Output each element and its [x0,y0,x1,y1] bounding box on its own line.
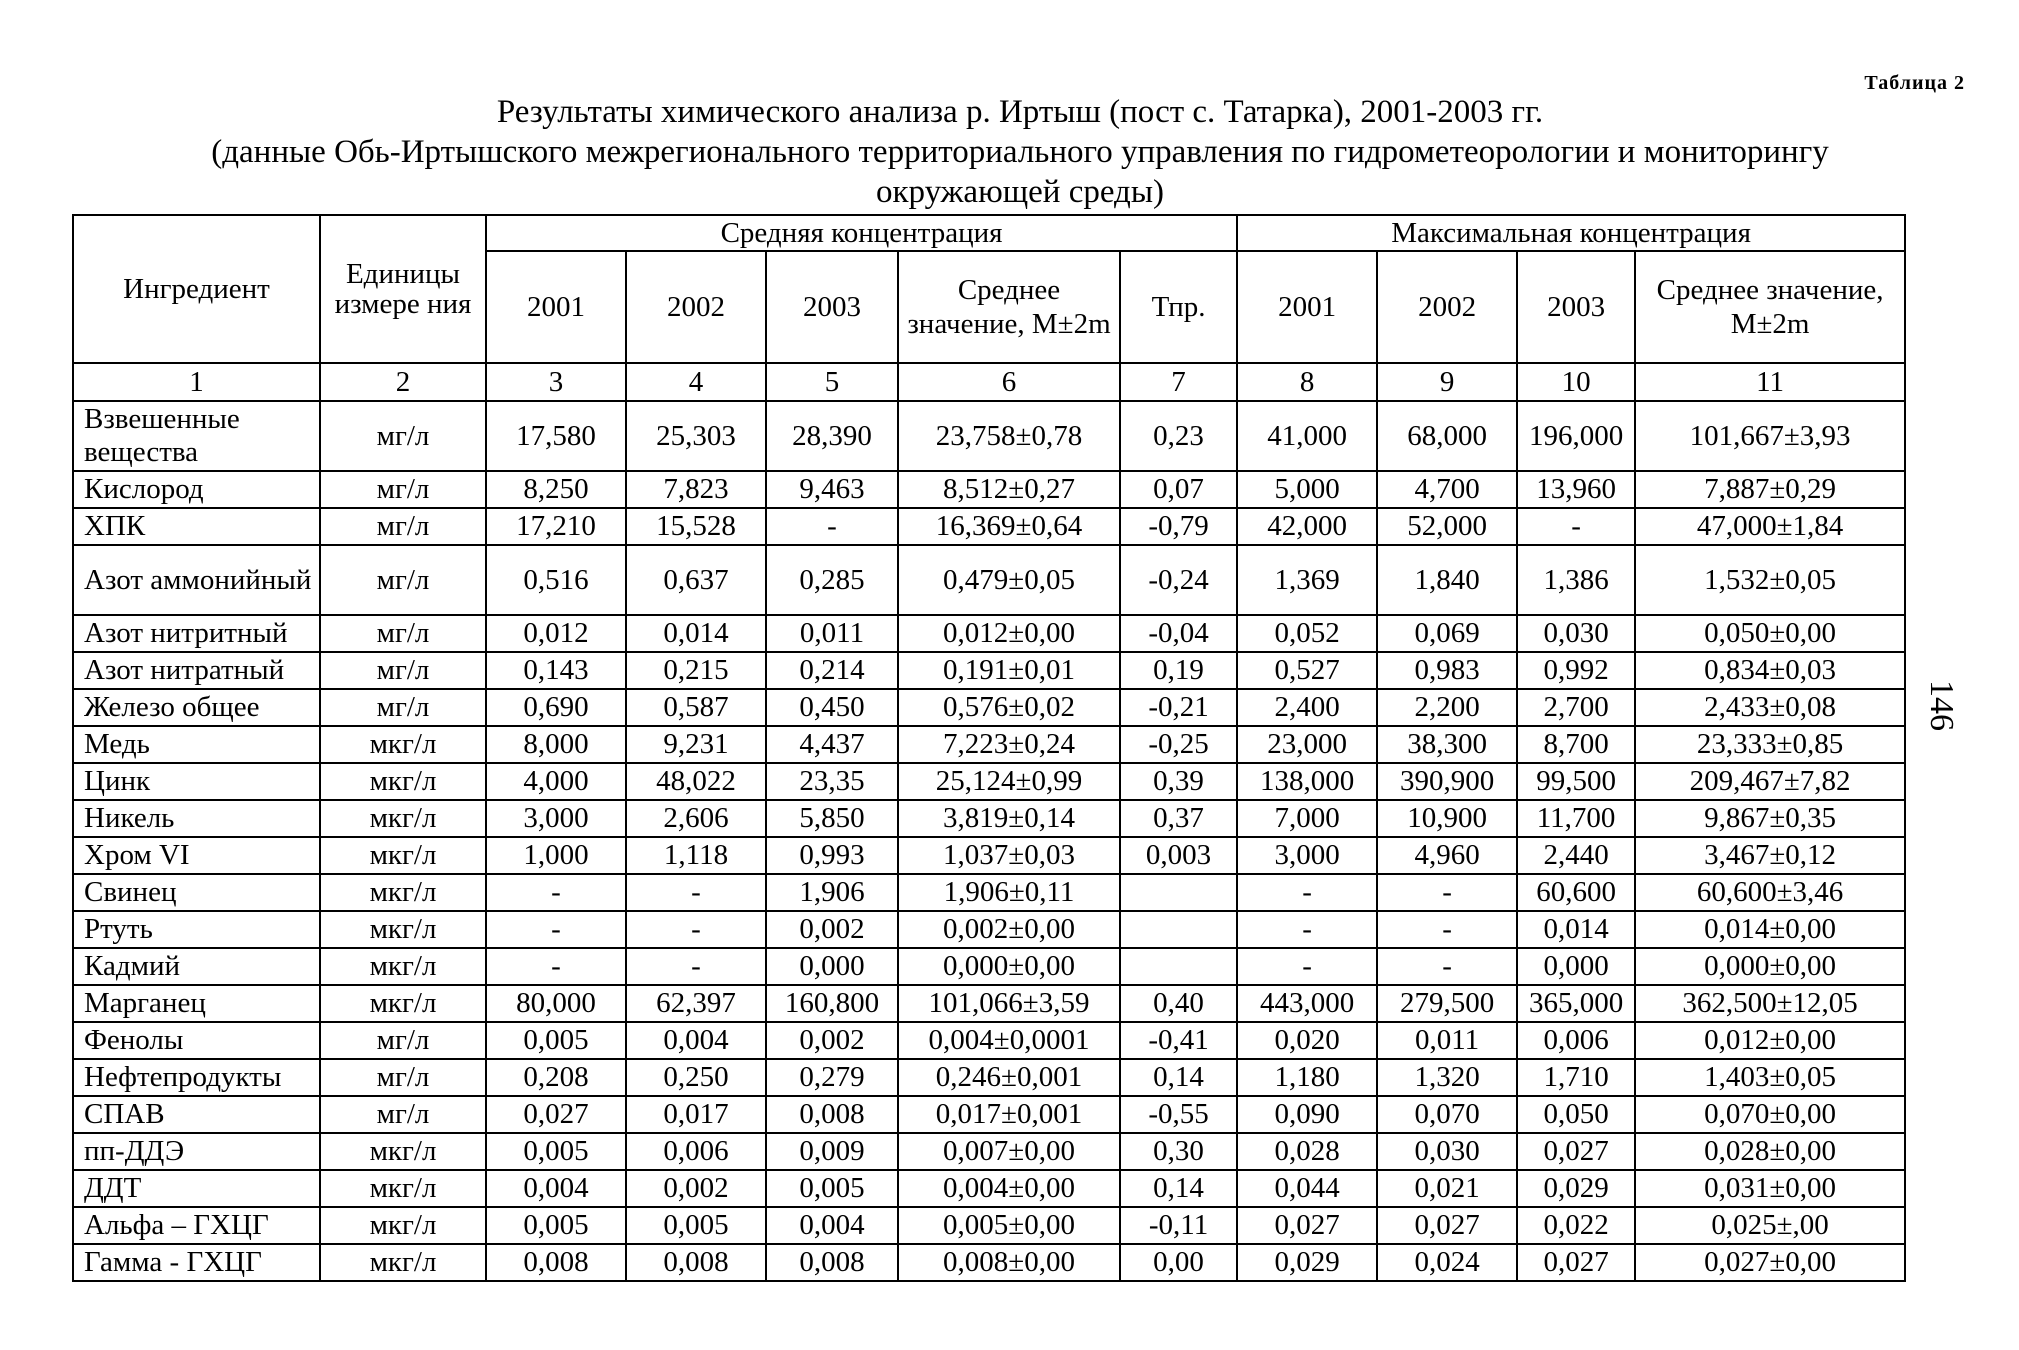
cell-tpr [1120,874,1237,911]
cell-max-2003: - [1517,508,1635,545]
table-row [73,1096,1905,1133]
cell-avg-2003: 0,279 [766,1059,898,1096]
cell-ingredient: Взвешенные вещества [73,401,320,471]
cell-avg-2003: 9,463 [766,471,898,508]
table-row [73,763,1905,800]
column-number: 4 [626,363,766,401]
column-number: 10 [1517,363,1635,401]
cell-avg-mean: 0,012±0,00 [898,615,1120,652]
cell-tpr: 0,30 [1120,1133,1237,1170]
cell-max-2003: 11,700 [1517,800,1635,837]
cell-max-2001: 0,527 [1237,652,1377,689]
cell-units: мкг/л [320,874,486,911]
cell-max-2002: 0,027 [1377,1207,1517,1244]
cell-tpr: -0,25 [1120,726,1237,763]
cell-max-2003: 0,014 [1517,911,1635,948]
cell-avg-2001: 80,000 [486,985,626,1022]
cell-avg-2001: - [486,948,626,985]
cell-tpr: 0,40 [1120,985,1237,1022]
cell-max-2001: 0,052 [1237,615,1377,652]
cell-tpr: -0,04 [1120,615,1237,652]
table-row [73,911,1905,948]
cell-tpr: 0,07 [1120,471,1237,508]
header-avg-2002: 2002 [626,251,766,363]
cell-max-2002: 4,960 [1377,837,1517,874]
cell-avg-2002: - [626,874,766,911]
cell-avg-2003: 0,002 [766,911,898,948]
cell-units: мг/л [320,471,486,508]
table-body [73,401,1905,1281]
table-row [73,1133,1905,1170]
cell-avg-2001: 0,005 [486,1022,626,1059]
table-row [73,1244,1905,1281]
cell-avg-mean: 0,005±0,00 [898,1207,1120,1244]
cell-max-mean: 0,027±0,00 [1635,1244,1905,1281]
cell-avg-mean: 1,906±0,11 [898,874,1120,911]
cell-ingredient: ДДТ [73,1170,320,1207]
cell-max-mean: 0,050±0,00 [1635,615,1905,652]
header-max-2001: 2001 [1237,251,1377,363]
cell-avg-mean: 0,004±0,0001 [898,1022,1120,1059]
cell-avg-2002: 9,231 [626,726,766,763]
header-tpr: Тпр. [1120,251,1237,363]
cell-avg-2002: - [626,911,766,948]
cell-max-2002: - [1377,911,1517,948]
column-number: 7 [1120,363,1237,401]
cell-units: мг/л [320,1096,486,1133]
header-max-mean: Среднее значение, М±2m [1635,251,1905,363]
cell-max-mean: 1,403±0,05 [1635,1059,1905,1096]
cell-tpr [1120,911,1237,948]
cell-avg-2003: 23,35 [766,763,898,800]
cell-avg-2001: 0,005 [486,1133,626,1170]
cell-units: мг/л [320,1059,486,1096]
cell-max-mean: 0,070±0,00 [1635,1096,1905,1133]
cell-avg-2001: 1,000 [486,837,626,874]
cell-avg-mean: 101,066±3,59 [898,985,1120,1022]
cell-avg-2002: 0,004 [626,1022,766,1059]
cell-ingredient: Кислород [73,471,320,508]
chemical-analysis-table [72,214,1906,1282]
cell-avg-mean: 3,819±0,14 [898,800,1120,837]
cell-avg-2001: 0,008 [486,1244,626,1281]
cell-max-mean: 0,834±0,03 [1635,652,1905,689]
cell-avg-2001: 0,143 [486,652,626,689]
cell-max-2003: 0,027 [1517,1133,1635,1170]
cell-ingredient: Нефтепродукты [73,1059,320,1096]
cell-max-2001: 0,029 [1237,1244,1377,1281]
title-line-1: Результаты химического анализа р. Иртыш (пост с. Татарка), 2001-2003 гг. [496,94,1544,130]
cell-max-2001: 2,400 [1237,689,1377,726]
cell-avg-2002: 0,587 [626,689,766,726]
cell-units: мкг/л [320,837,486,874]
column-number: 9 [1377,363,1517,401]
table-row [73,726,1905,763]
cell-max-2001: - [1237,874,1377,911]
column-number: 1 [73,363,320,401]
cell-tpr: 0,39 [1120,763,1237,800]
cell-max-mean: 23,333±0,85 [1635,726,1905,763]
cell-max-2003: 0,027 [1517,1244,1635,1281]
header-avg-2003: 2003 [766,251,898,363]
cell-max-2002: 0,069 [1377,615,1517,652]
cell-max-2002: 1,320 [1377,1059,1517,1096]
cell-avg-2002: 62,397 [626,985,766,1022]
cell-max-2002: - [1377,948,1517,985]
cell-max-2003: 99,500 [1517,763,1635,800]
cell-avg-2002: 0,002 [626,1170,766,1207]
cell-max-2003: 8,700 [1517,726,1635,763]
header-max-2002: 2002 [1377,251,1517,363]
cell-max-2002: 0,030 [1377,1133,1517,1170]
cell-avg-2003: 4,437 [766,726,898,763]
cell-avg-2003: 0,009 [766,1133,898,1170]
cell-max-2003: 1,710 [1517,1059,1635,1096]
header-ingredient: Ингредиент [73,215,320,363]
cell-tpr: -0,24 [1120,545,1237,615]
cell-avg-2003: 1,906 [766,874,898,911]
cell-avg-mean: 0,246±0,001 [898,1059,1120,1096]
column-number: 11 [1635,363,1905,401]
cell-avg-2003: 28,390 [766,401,898,471]
cell-max-2001: 0,090 [1237,1096,1377,1133]
cell-units: мкг/л [320,763,486,800]
cell-max-mean: 0,014±0,00 [1635,911,1905,948]
cell-units: мкг/л [320,1170,486,1207]
cell-max-2002: 1,840 [1377,545,1517,615]
cell-max-mean: 362,500±12,05 [1635,985,1905,1022]
cell-max-mean: 0,028±0,00 [1635,1133,1905,1170]
header-max-2003: 2003 [1517,251,1635,363]
table-row [73,401,1905,471]
cell-ingredient: Никель [73,800,320,837]
cell-units: мкг/л [320,726,486,763]
table-number-label: Таблица 2 [1864,72,1965,94]
cell-max-mean: 1,532±0,05 [1635,545,1905,615]
column-number: 6 [898,363,1120,401]
table-row [73,652,1905,689]
cell-max-mean: 0,025±,00 [1635,1207,1905,1244]
cell-max-2002: 0,024 [1377,1244,1517,1281]
cell-max-mean: 3,467±0,12 [1635,837,1905,874]
cell-units: мкг/л [320,948,486,985]
cell-avg-mean: 0,017±0,001 [898,1096,1120,1133]
cell-avg-2001: 8,250 [486,471,626,508]
table-row [73,1170,1905,1207]
table-row [73,508,1905,545]
cell-ingredient: Фенолы [73,1022,320,1059]
cell-avg-2002: 0,017 [626,1096,766,1133]
cell-max-2002: 52,000 [1377,508,1517,545]
table-row [73,471,1905,508]
cell-max-2003: 60,600 [1517,874,1635,911]
cell-max-2001: 0,027 [1237,1207,1377,1244]
cell-avg-2002: 0,250 [626,1059,766,1096]
table-row [73,689,1905,726]
cell-max-2002: 0,070 [1377,1096,1517,1133]
cell-avg-mean: 0,008±0,00 [898,1244,1120,1281]
header-avg-mean: Среднее значение, М±2m [898,251,1120,363]
cell-max-2001: 0,044 [1237,1170,1377,1207]
cell-max-2003: 2,700 [1517,689,1635,726]
cell-avg-2002: 2,606 [626,800,766,837]
cell-ingredient: Азот аммонийный [73,545,320,615]
cell-ingredient: Свинец [73,874,320,911]
cell-avg-2003: 0,004 [766,1207,898,1244]
column-number: 5 [766,363,898,401]
title-line-2: (данные Обь-Иртышского межрегионального территориального управления по гидрометеорологии и мониторингу [211,134,1829,170]
document-title [90,92,1950,212]
cell-max-2001: 0,020 [1237,1022,1377,1059]
cell-tpr: 0,19 [1120,652,1237,689]
cell-avg-2001: 0,027 [486,1096,626,1133]
cell-max-2001: 0,028 [1237,1133,1377,1170]
header-units: Единицы измере ния [320,215,486,363]
cell-max-2002: - [1377,874,1517,911]
cell-avg-2003: 0,008 [766,1096,898,1133]
cell-max-2003: 0,029 [1517,1170,1635,1207]
cell-max-2002: 390,900 [1377,763,1517,800]
cell-avg-2003: 5,850 [766,800,898,837]
cell-avg-2001: 0,690 [486,689,626,726]
title-line-3: окружающей среды) [875,174,1165,210]
cell-units: мг/л [320,615,486,652]
cell-max-2002: 0,021 [1377,1170,1517,1207]
cell-max-2001: 42,000 [1237,508,1377,545]
cell-max-2002: 68,000 [1377,401,1517,471]
column-number: 2 [320,363,486,401]
cell-avg-mean: 0,007±0,00 [898,1133,1120,1170]
cell-max-2001: 138,000 [1237,763,1377,800]
cell-units: мг/л [320,689,486,726]
cell-ingredient: Марганец [73,985,320,1022]
cell-max-mean: 101,667±3,93 [1635,401,1905,471]
cell-ingredient: Азот нитритный [73,615,320,652]
cell-max-2002: 279,500 [1377,985,1517,1022]
cell-avg-mean: 23,758±0,78 [898,401,1120,471]
cell-units: мг/л [320,545,486,615]
cell-units: мкг/л [320,1244,486,1281]
cell-avg-mean: 0,576±0,02 [898,689,1120,726]
cell-max-mean: 0,000±0,00 [1635,948,1905,985]
cell-max-mean: 60,600±3,46 [1635,874,1905,911]
cell-avg-2002: 0,008 [626,1244,766,1281]
cell-avg-mean: 1,037±0,03 [898,837,1120,874]
cell-max-2003: 0,050 [1517,1096,1635,1133]
cell-max-mean: 7,887±0,29 [1635,471,1905,508]
cell-max-2001: 443,000 [1237,985,1377,1022]
cell-avg-2002: 1,118 [626,837,766,874]
cell-units: мкг/л [320,800,486,837]
page-number: 146 [1923,680,1960,731]
cell-avg-mean: 0,479±0,05 [898,545,1120,615]
table-row [73,874,1905,911]
cell-avg-mean: 7,223±0,24 [898,726,1120,763]
column-number: 8 [1237,363,1377,401]
cell-tpr: -0,55 [1120,1096,1237,1133]
cell-units: мкг/л [320,985,486,1022]
cell-max-2002: 4,700 [1377,471,1517,508]
cell-max-2001: 3,000 [1237,837,1377,874]
cell-avg-2003: 0,005 [766,1170,898,1207]
cell-max-2003: 0,030 [1517,615,1635,652]
cell-max-2001: 7,000 [1237,800,1377,837]
cell-max-mean: 209,467±7,82 [1635,763,1905,800]
cell-ingredient: ХПК [73,508,320,545]
table-row [73,837,1905,874]
cell-units: мкг/л [320,911,486,948]
cell-avg-2002: 0,014 [626,615,766,652]
cell-max-2001: 1,180 [1237,1059,1377,1096]
cell-max-mean: 2,433±0,08 [1635,689,1905,726]
cell-avg-mean: 25,124±0,99 [898,763,1120,800]
cell-max-2003: 0,992 [1517,652,1635,689]
cell-avg-mean: 0,191±0,01 [898,652,1120,689]
cell-ingredient: Цинк [73,763,320,800]
cell-avg-2002: - [626,948,766,985]
cell-avg-2001: - [486,911,626,948]
column-number-row [73,363,1905,401]
cell-ingredient: Азот нитратный [73,652,320,689]
cell-avg-2002: 7,823 [626,471,766,508]
cell-avg-2003: 160,800 [766,985,898,1022]
cell-tpr: -0,79 [1120,508,1237,545]
cell-max-2001: 1,369 [1237,545,1377,615]
cell-avg-2002: 0,006 [626,1133,766,1170]
cell-units: мкг/л [320,1133,486,1170]
cell-tpr: 0,003 [1120,837,1237,874]
cell-units: мг/л [320,1022,486,1059]
cell-tpr: 0,00 [1120,1244,1237,1281]
cell-tpr: 0,14 [1120,1170,1237,1207]
cell-avg-2003: 0,285 [766,545,898,615]
cell-avg-mean: 0,000±0,00 [898,948,1120,985]
column-number: 3 [486,363,626,401]
cell-tpr: 0,14 [1120,1059,1237,1096]
cell-avg-2003: 0,008 [766,1244,898,1281]
table-row [73,615,1905,652]
cell-ingredient: СПАВ [73,1096,320,1133]
table-row [73,985,1905,1022]
cell-max-2003: 0,006 [1517,1022,1635,1059]
cell-max-2001: 5,000 [1237,471,1377,508]
cell-max-2003: 13,960 [1517,471,1635,508]
cell-avg-2001: 0,005 [486,1207,626,1244]
table-row [73,1022,1905,1059]
cell-max-2001: 23,000 [1237,726,1377,763]
header-maximum-concentration: Максимальная концентрация [1237,215,1905,251]
cell-max-mean: 0,031±0,00 [1635,1170,1905,1207]
cell-max-2003: 1,386 [1517,545,1635,615]
cell-avg-2003: 0,011 [766,615,898,652]
table-row [73,800,1905,837]
cell-avg-2002: 15,528 [626,508,766,545]
cell-avg-2001: - [486,874,626,911]
cell-avg-2001: 0,004 [486,1170,626,1207]
cell-tpr: -0,11 [1120,1207,1237,1244]
cell-units: мг/л [320,508,486,545]
cell-tpr: -0,21 [1120,689,1237,726]
cell-avg-mean: 0,004±0,00 [898,1170,1120,1207]
cell-tpr: 0,23 [1120,401,1237,471]
cell-avg-2002: 25,303 [626,401,766,471]
cell-ingredient: Хром VI [73,837,320,874]
cell-max-2002: 0,983 [1377,652,1517,689]
cell-avg-2001: 8,000 [486,726,626,763]
cell-max-2003: 196,000 [1517,401,1635,471]
cell-avg-2002: 0,005 [626,1207,766,1244]
cell-tpr [1120,948,1237,985]
cell-avg-mean: 16,369±0,64 [898,508,1120,545]
cell-tpr: 0,37 [1120,800,1237,837]
cell-avg-2001: 17,210 [486,508,626,545]
table-row [73,1207,1905,1244]
cell-tpr: -0,41 [1120,1022,1237,1059]
cell-max-mean: 47,000±1,84 [1635,508,1905,545]
cell-max-2001: - [1237,911,1377,948]
cell-max-mean: 0,012±0,00 [1635,1022,1905,1059]
cell-avg-2001: 3,000 [486,800,626,837]
cell-ingredient: Альфа – ГХЦГ [73,1207,320,1244]
cell-avg-mean: 0,002±0,00 [898,911,1120,948]
table-row [73,1059,1905,1096]
cell-ingredient: Кадмий [73,948,320,985]
cell-avg-2001: 17,580 [486,401,626,471]
cell-avg-2001: 0,012 [486,615,626,652]
cell-max-2002: 0,011 [1377,1022,1517,1059]
cell-max-2002: 38,300 [1377,726,1517,763]
cell-avg-2002: 0,215 [626,652,766,689]
cell-max-2001: - [1237,948,1377,985]
cell-ingredient: Железо общее [73,689,320,726]
cell-ingredient: Медь [73,726,320,763]
cell-avg-2003: 0,002 [766,1022,898,1059]
cell-avg-2001: 0,208 [486,1059,626,1096]
cell-avg-2002: 0,637 [626,545,766,615]
cell-avg-2001: 0,516 [486,545,626,615]
cell-max-2003: 2,440 [1517,837,1635,874]
cell-avg-2003: 0,450 [766,689,898,726]
cell-max-2002: 10,900 [1377,800,1517,837]
cell-units: мг/л [320,401,486,471]
cell-max-2003: 0,022 [1517,1207,1635,1244]
cell-max-2002: 2,200 [1377,689,1517,726]
header-avg-2001: 2001 [486,251,626,363]
cell-ingredient: Гамма - ГХЦГ [73,1244,320,1281]
cell-max-2001: 41,000 [1237,401,1377,471]
cell-ingredient: пп-ДДЭ [73,1133,320,1170]
cell-ingredient: Ртуть [73,911,320,948]
cell-avg-2003: 0,000 [766,948,898,985]
cell-units: мкг/л [320,1207,486,1244]
cell-max-mean: 9,867±0,35 [1635,800,1905,837]
cell-max-2003: 365,000 [1517,985,1635,1022]
cell-avg-2003: - [766,508,898,545]
cell-avg-2001: 4,000 [486,763,626,800]
cell-avg-2003: 0,214 [766,652,898,689]
cell-avg-mean: 8,512±0,27 [898,471,1120,508]
cell-max-2003: 0,000 [1517,948,1635,985]
table-row [73,545,1905,615]
cell-avg-2003: 0,993 [766,837,898,874]
header-average-concentration: Средняя концентрация [486,215,1237,251]
cell-avg-2002: 48,022 [626,763,766,800]
table-row [73,948,1905,985]
cell-units: мг/л [320,652,486,689]
